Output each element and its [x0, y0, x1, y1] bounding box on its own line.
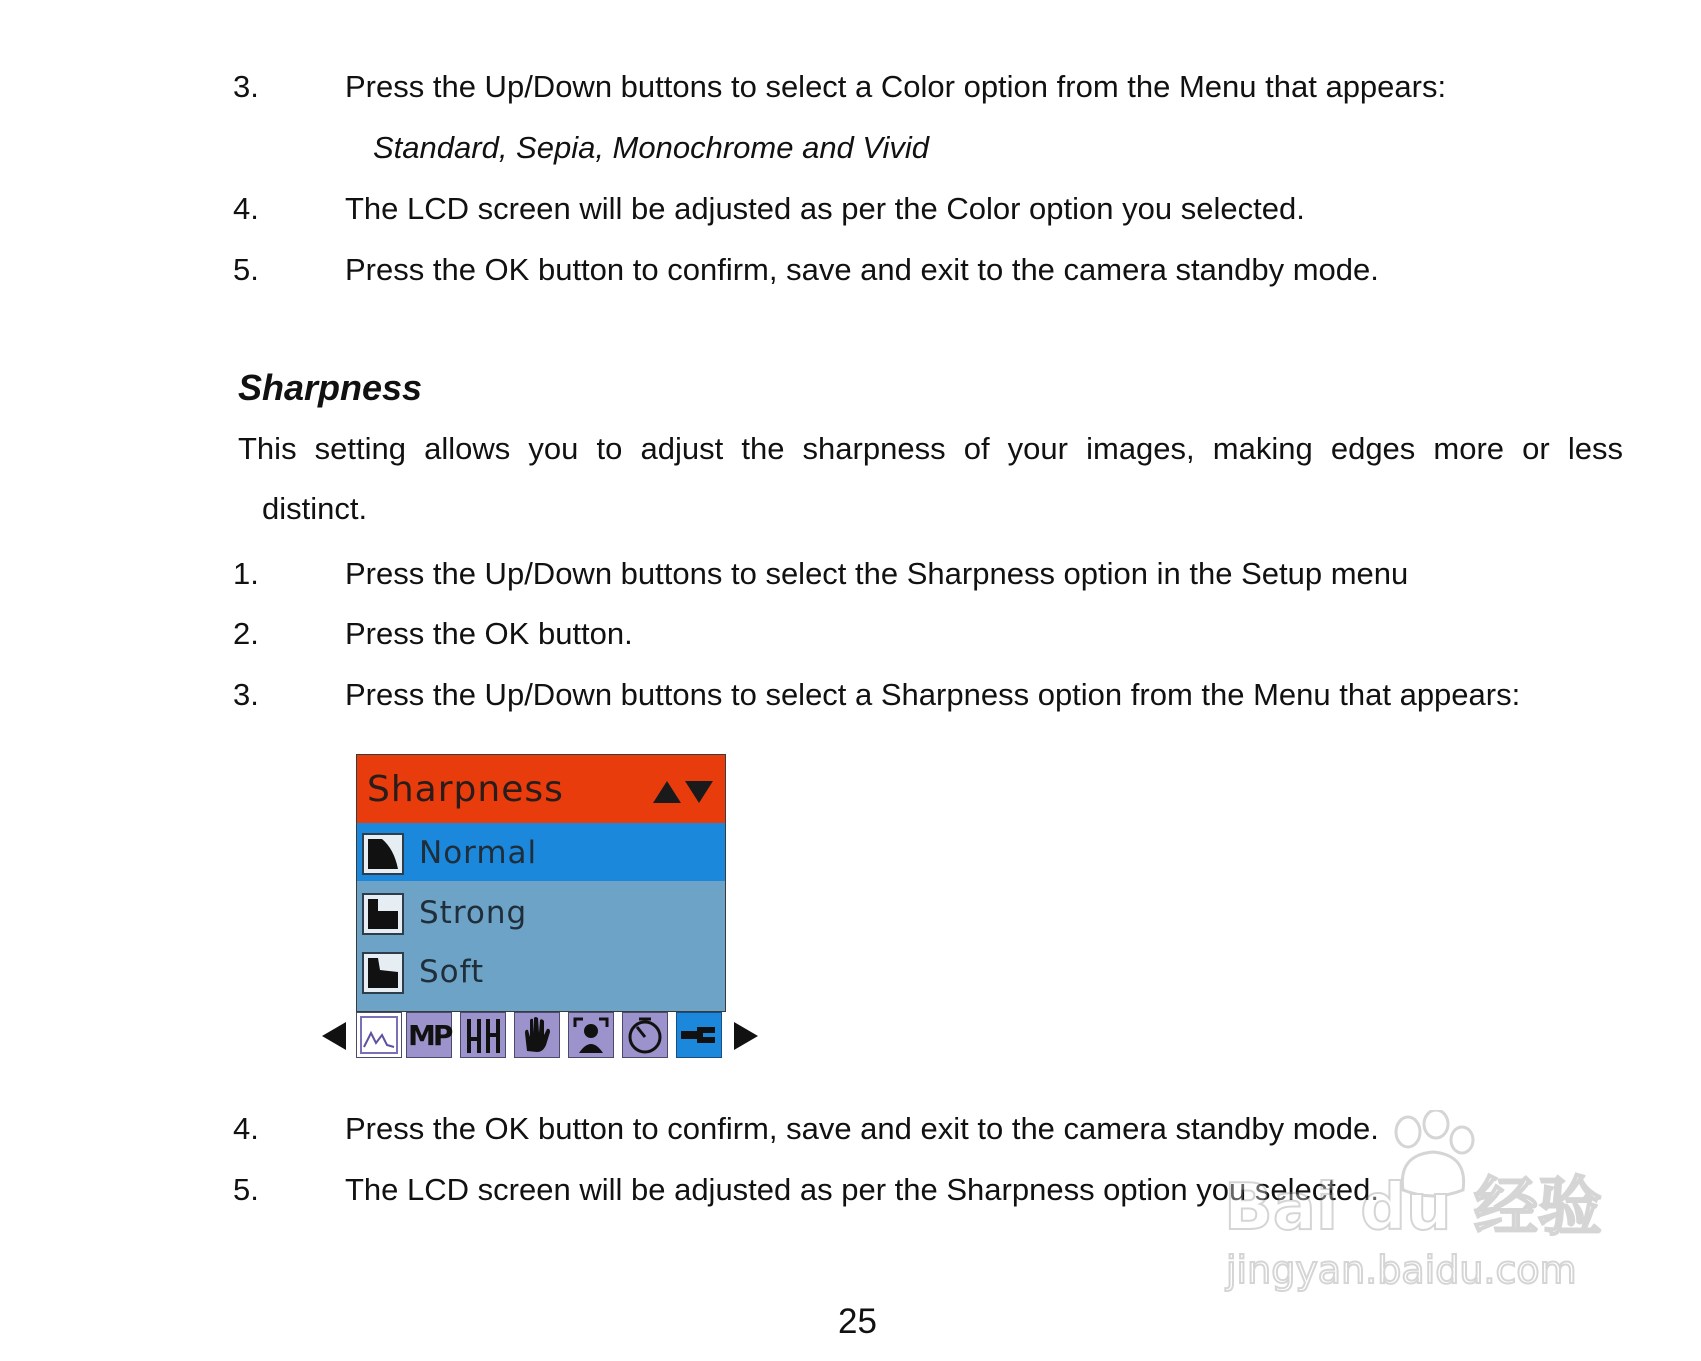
left-arrow-icon[interactable] — [322, 1022, 348, 1050]
step-text: Press the OK button to confirm, save and exit to the camera standby mode. — [345, 1111, 1379, 1146]
menu-item-strong[interactable] — [357, 883, 725, 941]
section-intro-continued: distinct. — [262, 491, 368, 526]
menu-title: Sharpness — [367, 769, 564, 810]
section-heading: Sharpness — [238, 367, 423, 408]
self-timer-icon[interactable] — [622, 1012, 668, 1058]
white-balance-icon[interactable] — [460, 1012, 506, 1058]
step-text: The LCD screen will be adjusted as per the Color option you selected. — [345, 191, 1305, 226]
watermark-url: jingyan.baidu.com — [1226, 1248, 1577, 1292]
menu-item-label: Normal — [419, 835, 538, 871]
step-text: Press the OK button to confirm, save and exit to the camera standby mode. — [345, 252, 1379, 287]
setup-wrench-icon[interactable] — [676, 1012, 722, 1058]
menu-tab-bar — [322, 1012, 762, 1062]
step-text: Press the Up/Down buttons to select a Color option from the Menu that appears: — [345, 69, 1447, 104]
step-text: Press the OK button. — [345, 616, 633, 651]
step-number: 4. — [233, 191, 259, 226]
page-number: 25 — [838, 1302, 877, 1341]
sharpness-strong-icon — [362, 893, 404, 935]
step-number: 1. — [233, 556, 259, 591]
menu-item-label: Strong — [419, 895, 528, 931]
baidu-watermark — [1218, 1110, 1618, 1310]
section-intro: This setting allows you to adjust the sharpness of your images, making edges more or less — [238, 431, 1623, 466]
step-text: Press the Up/Down buttons to select a Sharpness option from the Menu that appears: — [345, 677, 1521, 712]
image-quality-icon[interactable] — [356, 1012, 402, 1058]
step-number: 4. — [233, 1111, 259, 1146]
step-number: 5. — [233, 1172, 259, 1207]
menu-item-normal[interactable] — [357, 823, 725, 881]
stabilizer-icon[interactable] — [514, 1012, 560, 1058]
step-text: The LCD screen will be adjusted as per the Sharpness option you selected. — [345, 1172, 1379, 1207]
megapixel-label: MP — [408, 1019, 451, 1052]
sharpness-soft-icon — [362, 952, 404, 994]
menu-header — [357, 755, 725, 825]
step-number: 3. — [233, 69, 259, 104]
step-text: Press the Up/Down buttons to select the Sharpness option in the Setup menu — [345, 556, 1409, 591]
step-number: 2. — [233, 616, 259, 651]
color-options-list: Standard, Sepia, Monochrome and Vivid — [373, 130, 930, 165]
megapixel-icon[interactable] — [406, 1012, 452, 1058]
sharpness-menu — [356, 754, 726, 1012]
watermark-logo-text: Bai du 经验 — [1224, 1171, 1602, 1245]
sharpness-normal-icon — [362, 833, 404, 875]
menu-item-soft[interactable] — [357, 942, 725, 1000]
face-detect-icon[interactable] — [568, 1012, 614, 1058]
menu-item-label: Soft — [419, 954, 485, 990]
right-arrow-icon[interactable] — [732, 1022, 758, 1050]
step-number: 5. — [233, 252, 259, 287]
up-down-arrows-icon — [651, 779, 715, 803]
step-number: 3. — [233, 677, 259, 712]
